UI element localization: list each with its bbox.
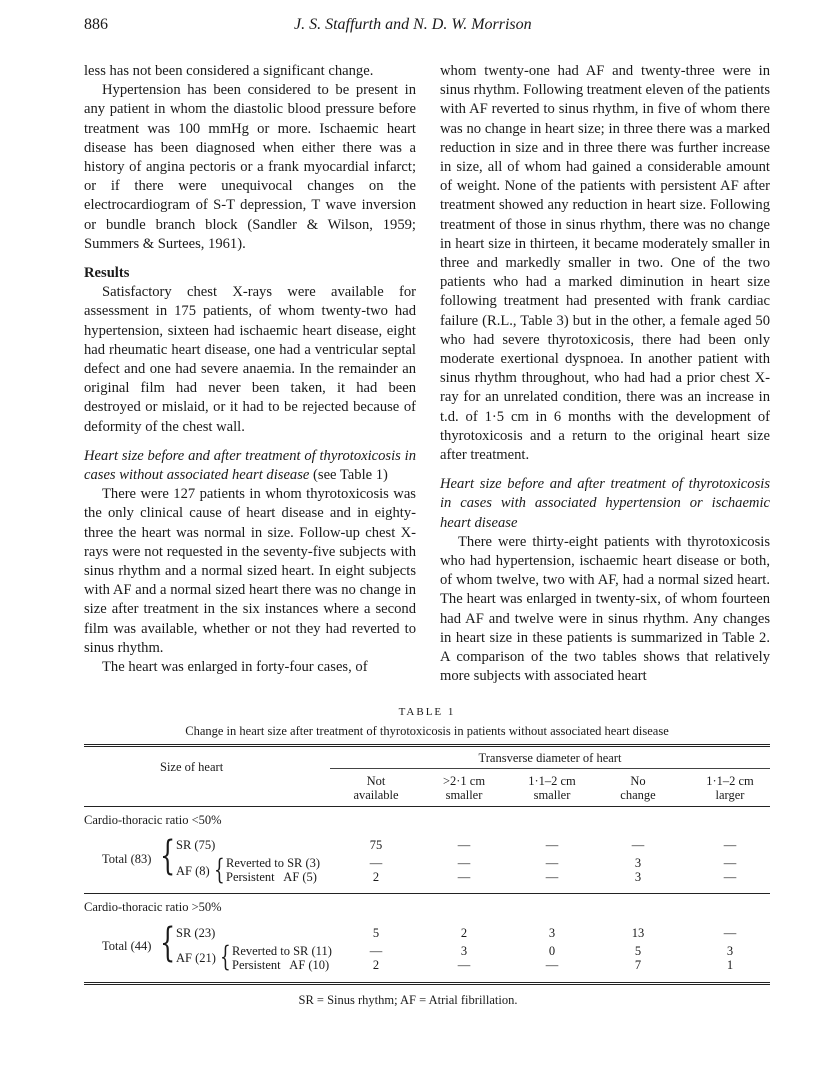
table-cell: — [545, 958, 559, 972]
header-bottom-rule [84, 806, 770, 807]
row-label-af: AF (21) [176, 951, 216, 965]
column-header: larger [715, 788, 745, 802]
table-cell: — [457, 870, 471, 884]
column-header: available [353, 788, 399, 802]
subsection-heading [84, 447, 416, 485]
group-title: Cardio-thoracic ratio >50% [84, 900, 222, 914]
table-cell: — [457, 856, 471, 870]
right-column [440, 62, 770, 687]
paragraph: There were thirty-eight patients with thyrotoxicosis who had hypertension, ischaemic heart disease or both, of whom twelve, two with AF, had a normal sized heart. The heart was enlarged in twenty-six, of whom fourteen had AF and twelve were in sinus rhythm. Any changes in heart size in these patients is summarized in Table 2. A comparison of the two tables shows that relatively more subjects with associated heart [440, 533, 770, 685]
table-cell: 3 [634, 870, 642, 884]
brace-icon: { [214, 853, 225, 886]
table-cell: — [723, 870, 737, 884]
table-top-rule-double [84, 746, 770, 747]
table-cell: 2 [460, 926, 468, 940]
table-cell: 3 [548, 926, 556, 940]
table-cell: — [457, 958, 471, 972]
table-reference: (see Table 1) [313, 467, 388, 484]
table-label: TABLE 1 [398, 706, 456, 718]
table-cell: — [723, 838, 737, 852]
row-label-persistent: Persistent AF (10) [232, 958, 330, 972]
table-footnote: SR = Sinus rhythm; AF = Atrial fibrillation. [298, 993, 518, 1007]
spanner-rule [330, 768, 770, 769]
table-cell: — [631, 838, 645, 852]
table-cell: 2 [372, 870, 380, 884]
running-head-authors: J. S. Staffurth and N. D. W. Morrison [294, 16, 532, 33]
page-number: 886 [84, 16, 108, 33]
paragraph: Satisfactory chest X-rays were available for assessment in 175 patients, of whom twenty-two had hypertension, sixteen had ischaemic heart disease, eight had rheumatic heart disease, one had a ventricular septal defect and one had severe anaemia. In the remainder an original film had never been taken, it had been destroyed or mislaid, or it had to be rejected because of deformity of the chest wall. [84, 284, 416, 435]
table-cell: 3 [726, 944, 734, 958]
table-cell: — [369, 856, 383, 870]
table-cell: 1 [726, 958, 734, 972]
column-header: >2·1 cm [442, 774, 486, 788]
paragraph: The heart was enlarged in forty-four cases, of [102, 659, 368, 676]
table-cell: 5 [634, 944, 642, 958]
table-cell: 3 [634, 856, 642, 870]
table-cell: — [369, 944, 383, 958]
row-label-persistent: Persistent AF (5) [226, 870, 317, 884]
brace-icon: { [160, 833, 176, 879]
table-cell: — [723, 926, 737, 940]
table-caption: Change in heart size after treatment of thyrotoxicosis in patients without associated heart disease [185, 724, 669, 738]
row-label-reverted: Reverted to SR (3) [226, 856, 321, 870]
table-cell: — [545, 856, 559, 870]
table-bottom-rule-double [84, 984, 770, 985]
column-header: change [620, 788, 656, 802]
group-total: Total (83) [102, 852, 152, 866]
row-label-sr: SR (23) [176, 926, 216, 940]
column-header: No [630, 774, 646, 788]
table-cell: 3 [460, 944, 468, 958]
group-total: Total (44) [102, 939, 152, 953]
paragraph: whom twenty-one had AF and twenty-three were in sinus rhythm. Following treatment eleven of the patients with AF reverted to sinus rhythm, in five of whom there was no change in heart size; in three there was a marked reduction in size and in three there was further increase in size, all of whom had gained a considerable amount of weight. None of the patients with persistent AF after treatment showed any reduction in heart size. Following treatment of those in sinus rhythm, there was no change in heart size in thirteen, it became moderately smaller in three and markedly smaller in two. One of the two patients who had a marked diminution in heart size following treatment had presented with frank cardiac failure (R.L., Table 3) but in the other, a female aged 50 who had severe thyrotoxicosis, there had been only moderate exertional dyspnoea. In another patient with sinus rhythm throughout, who had had a prior chest X-ray for an unrelated condition, there was an increase in t.d. of 1·5 cm in 6 months with the development of thyrotoxicosis and a return to the original heart size after treatment. [440, 63, 770, 464]
row-label-reverted: Reverted to SR (11) [232, 944, 332, 958]
table-cell: — [545, 870, 559, 884]
paragraph: less has not been considered a significant change. [84, 63, 374, 79]
table-cell: 75 [369, 838, 383, 852]
column-header: 1·1–2 cm [528, 774, 576, 788]
paragraph: There were 127 patients in whom thyrotoxicosis was the only clinical cause of heart disease and in eighty-three the heart was normal in size. Follow-up chest X-rays were not requested in the seventy-five subjects with sinus rhythm and a normal sized heart. In eight subjects with AF and a normal sized heart there was no change in size after treatment in the six instances where a second film was available, whether or not they had reverted to sinus rhythm. [84, 486, 416, 656]
group-divider-rule [84, 893, 770, 894]
row-label-sr: SR (75) [176, 838, 216, 852]
group-title: Cardio-thoracic ratio <50% [84, 813, 222, 827]
spanner-header: Transverse diameter of heart [478, 751, 622, 765]
running-header [84, 16, 764, 38]
stub-header: Size of heart [160, 760, 224, 774]
table-cell: 0 [548, 944, 556, 958]
table-cell: 13 [631, 926, 645, 940]
table-bottom-rule [84, 982, 770, 983]
column-header: Not [366, 774, 386, 788]
section-heading-results: Results [84, 265, 130, 282]
table-cell: — [723, 856, 737, 870]
column-header: smaller [533, 788, 571, 802]
paragraph: Hypertension has been considered to be present in any patient in whom the diastolic blood pressure before treatment was 100 mmHg or more. Ischaemic heart disease has been diagnosed when either there was a history of angina pectoris or a frank myocardial infarct; or if there were unequivocal changes on the electrocardiogram of S-T depression, T wave inversion or bundle branch block (Sandler & Wilson, 1959; Summers & Surtees, 1961). [84, 82, 416, 252]
table-cell: — [545, 838, 559, 852]
brace-icon: { [220, 940, 231, 973]
left-column [84, 62, 416, 677]
brace-icon: { [160, 920, 176, 966]
row-label-af: AF (8) [176, 864, 210, 878]
subsection-heading-text: Heart size before and after treatment of thyrotoxicosis in cases without associated heart disease [84, 447, 416, 484]
table-cell: 5 [372, 926, 380, 940]
table-title-block [84, 706, 770, 739]
table-cell: — [457, 838, 471, 852]
table-cell: 7 [634, 958, 642, 972]
subsection-heading: Heart size before and after treatment of thyrotoxicosis in cases with associated hypertension or ischaemic heart disease [440, 476, 770, 531]
table-top-rule [84, 744, 770, 745]
column-header: 1·1–2 cm [706, 774, 754, 788]
column-header: smaller [445, 788, 483, 802]
table-cell: 2 [372, 958, 380, 972]
